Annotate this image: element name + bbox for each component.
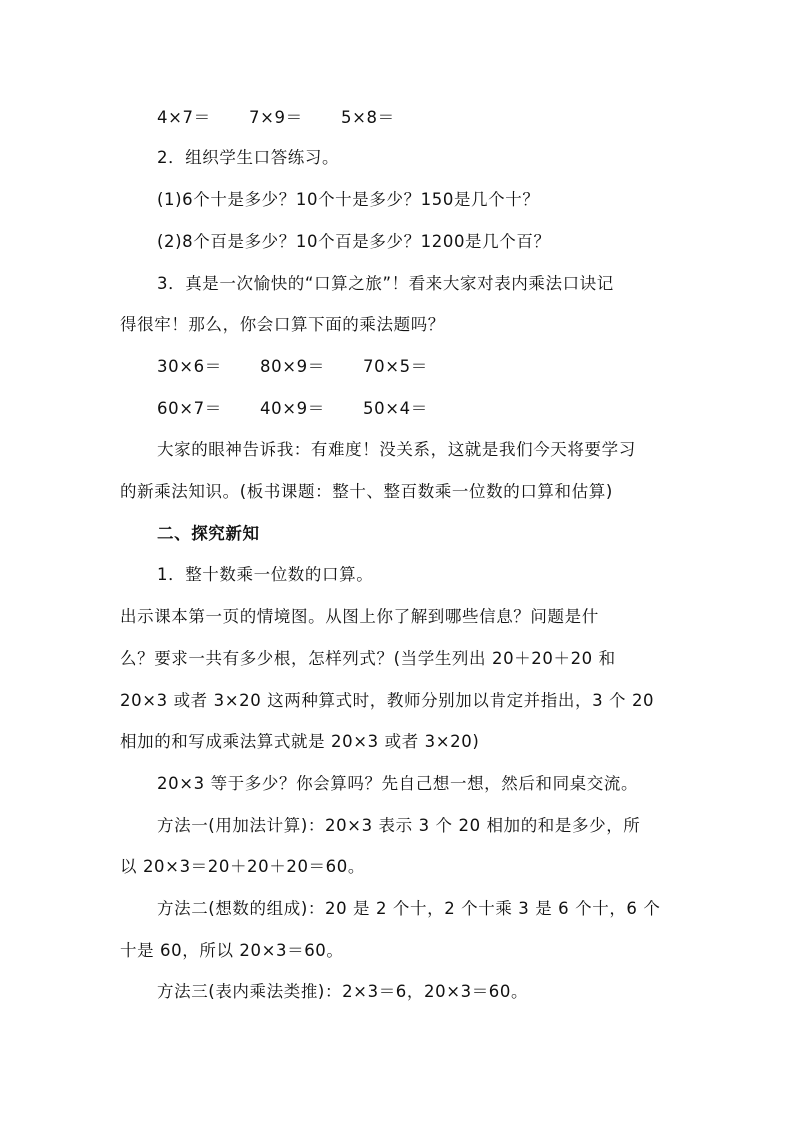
paragraph-line: 20×3 等于多少？你会算吗？先自己想一想，然后和同桌交流。 bbox=[157, 774, 639, 793]
paragraph-line: 得很牢！那么，你会口算下面的乘法题吗？ bbox=[120, 315, 445, 334]
multiplication-drill-row-2 bbox=[157, 355, 428, 379]
multiplication-drill-row-1 bbox=[157, 106, 395, 130]
paragraph-line: 2．组织学生口答练习。 bbox=[157, 148, 340, 167]
drill-item: 80×9＝ bbox=[260, 357, 325, 376]
paragraph-line: 1．整十数乘一位数的口算。 bbox=[157, 565, 374, 584]
drill-item: 5×8＝ bbox=[341, 108, 395, 127]
paragraph-line: (1)6个十是多少？10个十是多少？150是几个十？ bbox=[157, 190, 540, 209]
drill-item: 7×9＝ bbox=[249, 108, 303, 127]
paragraph-line: 方法二(想数的组成)：20 是 2 个十，2 个十乘 3 是 6 个十，6 个 bbox=[157, 899, 661, 918]
paragraph-line: 相加的和写成乘法算式就是 20×3 或者 3×20) bbox=[120, 732, 480, 751]
drill-item: 70×5＝ bbox=[363, 357, 428, 376]
paragraph-line: 十是 60，所以 20×3＝60。 bbox=[120, 941, 344, 960]
drill-item: 30×6＝ bbox=[157, 357, 222, 376]
paragraph-line: 方法一(用加法计算)：20×3 表示 3 个 20 相加的和是多少，所 bbox=[157, 816, 641, 835]
paragraph-line: 的新乘法知识。(板书课题：整十、整百数乘一位数的口算和估算) bbox=[120, 482, 613, 501]
drill-item: 4×7＝ bbox=[157, 108, 211, 127]
paragraph-line: 3．真是一次愉快的“口算之旅”！看来大家对表内乘法口诀记 bbox=[157, 274, 614, 293]
paragraph-line: 以 20×3＝20＋20＋20＝60。 bbox=[120, 857, 365, 876]
drill-item: 50×4＝ bbox=[363, 399, 428, 418]
drill-item: 40×9＝ bbox=[260, 399, 325, 418]
paragraph-line: (2)8个百是多少？10个百是多少？1200是几个百？ bbox=[157, 232, 551, 251]
paragraph-line: 方法三(表内乘法类推)：2×3＝6，20×3＝60。 bbox=[157, 982, 529, 1001]
paragraph-line: 20×3 或者 3×20 这两种算式时，教师分别加以肯定并指出，3 个 20 bbox=[120, 691, 655, 710]
multiplication-drill-row-3 bbox=[157, 397, 428, 421]
drill-item: 60×7＝ bbox=[157, 399, 222, 418]
paragraph-line: 出示课本第一页的情境图。从图上你了解到哪些信息？问题是什 bbox=[120, 607, 599, 626]
paragraph-line: 么？要求一共有多少根，怎样列式？(当学生列出 20＋20＋20 和 bbox=[120, 649, 616, 668]
section-heading: 二、探究新知 bbox=[157, 524, 260, 543]
paragraph-line: 大家的眼神告诉我：有难度！没关系，这就是我们今天将要学习 bbox=[157, 440, 636, 459]
